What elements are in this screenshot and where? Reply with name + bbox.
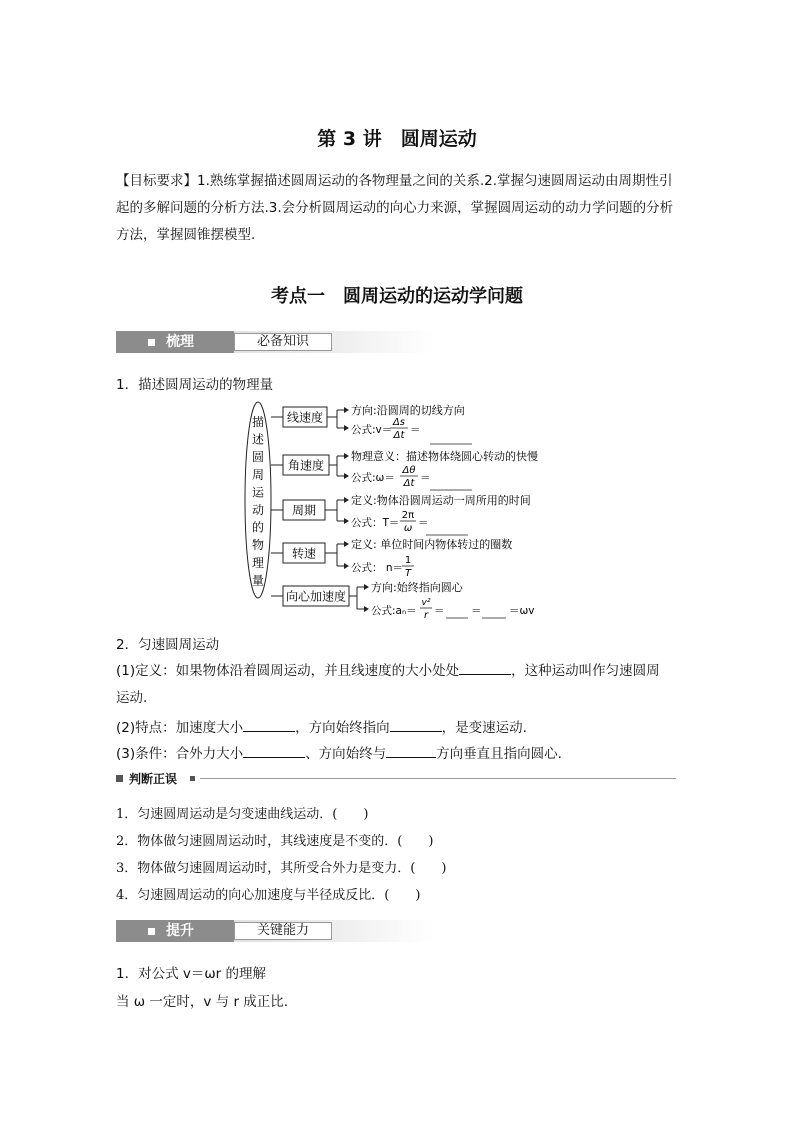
square-bullet-icon [190,776,195,781]
frac-den: T [404,568,412,579]
frac-suffix: ＝ [434,605,445,617]
node-formula-prefix: 公式： n＝ [351,562,403,574]
node-formula-prefix: 公式:aₙ＝ [371,605,417,617]
root-label-char: 理 [251,555,265,570]
goal-tag: 【目标要求】 [116,173,197,189]
banner-dark-label: 梳理 [166,334,194,350]
node-label: 角速度 [287,458,325,473]
node-formula-prefix: 公式：T＝ [351,517,400,529]
judge-item: 4．匀速圆周运动的向心加速度与半径成反比．( ) [116,888,421,903]
banner-light-label: 必备知识 [234,333,332,351]
item1-heading: 1．描述圆周运动的物理量 [116,377,274,393]
frac-suffix: ＝ [420,472,431,484]
banner-improve [116,920,434,942]
frac-suffix: ＝ [418,517,429,529]
node-line1: 定义: 单位时间内物体转过的圈数 [351,538,513,551]
root-label [252,414,265,587]
frac-den: r [423,610,429,621]
node-line1: 方向:始终指向圆心 [371,581,463,594]
item2-feat-part: ，是变速运动. [441,720,527,736]
item3-heading: 1．对公式 v＝ωr 的理解 [116,966,267,982]
root-label-char: 述 [251,432,265,447]
judge-header [116,771,676,787]
frac-num: 1 [404,555,412,566]
banner-review [116,331,434,353]
node-formula-prefix: 公式:ω＝ [351,472,395,484]
root-label-char: 描 [251,415,265,429]
answer-blank [243,717,295,732]
frac-eq3: ＝ωv [509,605,535,617]
square-bullet-icon [148,339,155,346]
section-title: 考点一 圆周运动的运动学问题 [271,286,523,307]
judge-item: 3．物体做匀速圆周运动时，其所受合外力是变力．( ) [116,861,447,876]
judge-item: 1．匀速圆周运动是匀变速曲线运动．( ) [116,807,369,822]
item2-cond-part: 、方向始终与 [305,746,387,762]
goal-text: 1.熟练掌握描述圆周运动的各物理量之间的关系.2.掌握匀速圆周运动由周期性引起的多解问题的分析方法.3.会分析圆周运动的向心力来源，掌握圆周运动的动力学问题的分析方法，掌握圆锥摆模型. [116,173,674,243]
item2-cond-part: 方向垂直且指向圆心. [436,746,562,762]
item2-cond-part: (3)条件：合外力大小 [116,746,244,762]
square-bullet-icon [148,928,155,935]
item2-def-part: ，这种运动叫作匀速圆周 [511,663,660,679]
divider [200,778,676,779]
frac-den: Δt [393,430,405,441]
node-label: 周期 [291,503,317,518]
answer-blank [386,743,436,758]
node-label: 向心加速度 [285,589,347,604]
node-line1: 物理意义：描述物体绕圆心转动的快慢 [351,450,538,463]
item2-feat-part: ，方向始终指向 [295,720,390,736]
judge-item: 2．物体做匀速圆周运动时，其线速度是不变的．( ) [116,834,434,849]
item2-def-part: 运动. [116,690,148,706]
root-label-char: 圆 [251,450,265,465]
frac-eq2: ＝ [471,605,482,617]
goal-paragraph [116,168,682,249]
answer-blank [390,717,442,732]
node-line1: 定义:物体沿圆周运动一周所用的时间 [351,494,531,507]
root-label-char: 的 [251,520,265,535]
root-label-char: 量 [251,573,265,588]
node-label: 线速度 [286,410,324,425]
item2-conditions [116,742,562,762]
frac-num: Δθ [402,465,416,476]
item2-feat-part: (2)特点：加速度大小 [116,720,244,736]
square-bullet-icon [116,775,123,782]
node-line1: 方向:沿圆周的切线方向 [351,404,465,417]
banner-light-label: 关键能力 [234,922,332,940]
judge-title: 判断正误 [129,772,178,786]
page-title: 第 3 讲 圆周运动 [317,128,477,150]
frac-den: Δt [403,478,415,489]
frac-suffix: ＝ [410,424,421,436]
root-label-char: 运 [251,485,265,500]
root-label-char: 物 [251,538,265,553]
answer-blank [459,660,511,675]
item2-definition [116,658,682,712]
quantities-diagram [244,400,564,630]
item3-text: 当 ω 一定时，v 与 r 成正比. [116,994,289,1010]
root-label-char: 周 [251,467,265,482]
item2-heading: 2．匀速圆周运动 [116,637,220,653]
answer-blank [243,743,305,758]
banner-dark-label: 提升 [166,923,194,939]
frac-num: v² [421,598,431,608]
root-label-char: 动 [251,503,265,517]
node-formula-prefix: 公式:v＝ [351,424,393,436]
item2-def-part: (1)定义：如果物体沿着圆周运动，并且线速度的大小处处 [116,663,460,679]
node-label: 转速 [291,546,317,561]
frac-den: ω [403,523,413,534]
frac-num: 2π [401,510,415,521]
frac-num: Δs [392,417,406,428]
item2-features [116,716,527,736]
